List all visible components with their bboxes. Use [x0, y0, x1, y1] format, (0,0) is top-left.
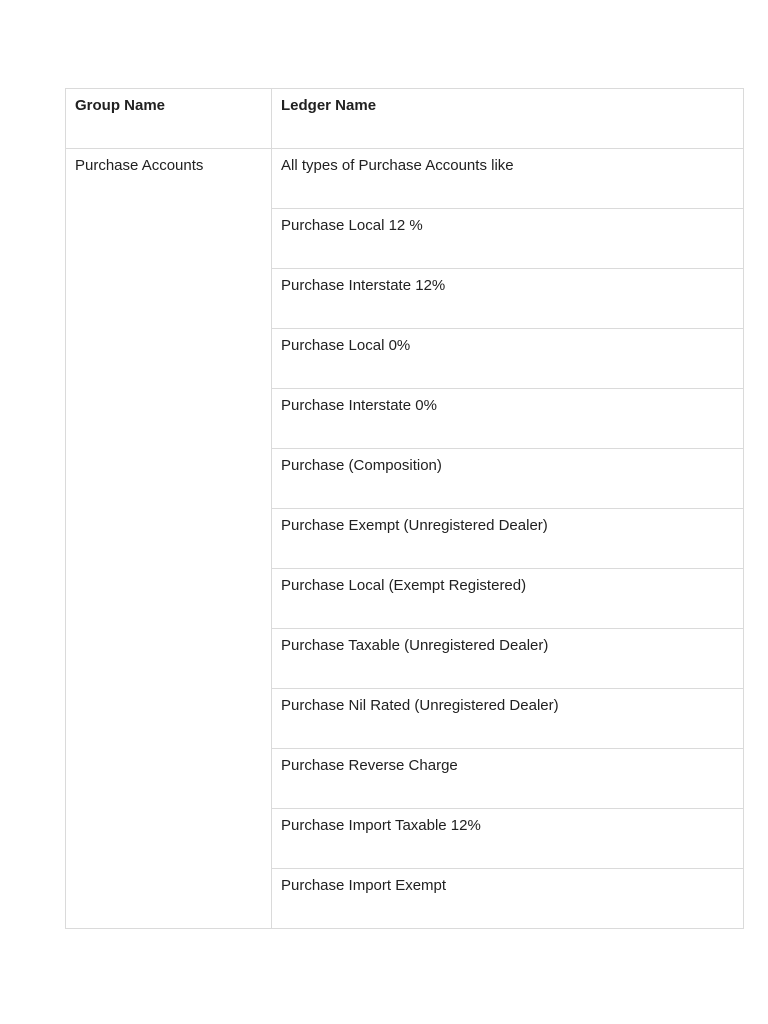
ledger-table: [65, 88, 744, 929]
group-name-cell: Purchase Accounts: [66, 149, 272, 929]
ledger-name-cell: Purchase Interstate 0%: [272, 389, 744, 449]
ledger-name-cell: Purchase Taxable (Unregistered Dealer): [272, 629, 744, 689]
ledger-name-cell: All types of Purchase Accounts like: [272, 149, 744, 209]
table-header-row: [66, 89, 744, 149]
group-name-header: Group Name: [66, 89, 272, 149]
ledger-name-header: Ledger Name: [272, 89, 744, 149]
ledger-name-cell: Purchase Local 0%: [272, 329, 744, 389]
ledger-name-cell: Purchase (Composition): [272, 449, 744, 509]
ledger-name-cell: Purchase Reverse Charge: [272, 749, 744, 809]
ledger-name-cell: Purchase Local (Exempt Registered): [272, 569, 744, 629]
ledger-name-cell: Purchase Exempt (Unregistered Dealer): [272, 509, 744, 569]
ledger-name-cell: Purchase Import Exempt: [272, 869, 744, 929]
ledger-name-cell: Purchase Nil Rated (Unregistered Dealer): [272, 689, 744, 749]
ledger-name-cell: Purchase Import Taxable 12%: [272, 809, 744, 869]
table-row: [66, 149, 744, 209]
table-body: [66, 149, 744, 929]
ledger-name-cell: Purchase Local 12 %: [272, 209, 744, 269]
ledger-name-cell: Purchase Interstate 12%: [272, 269, 744, 329]
